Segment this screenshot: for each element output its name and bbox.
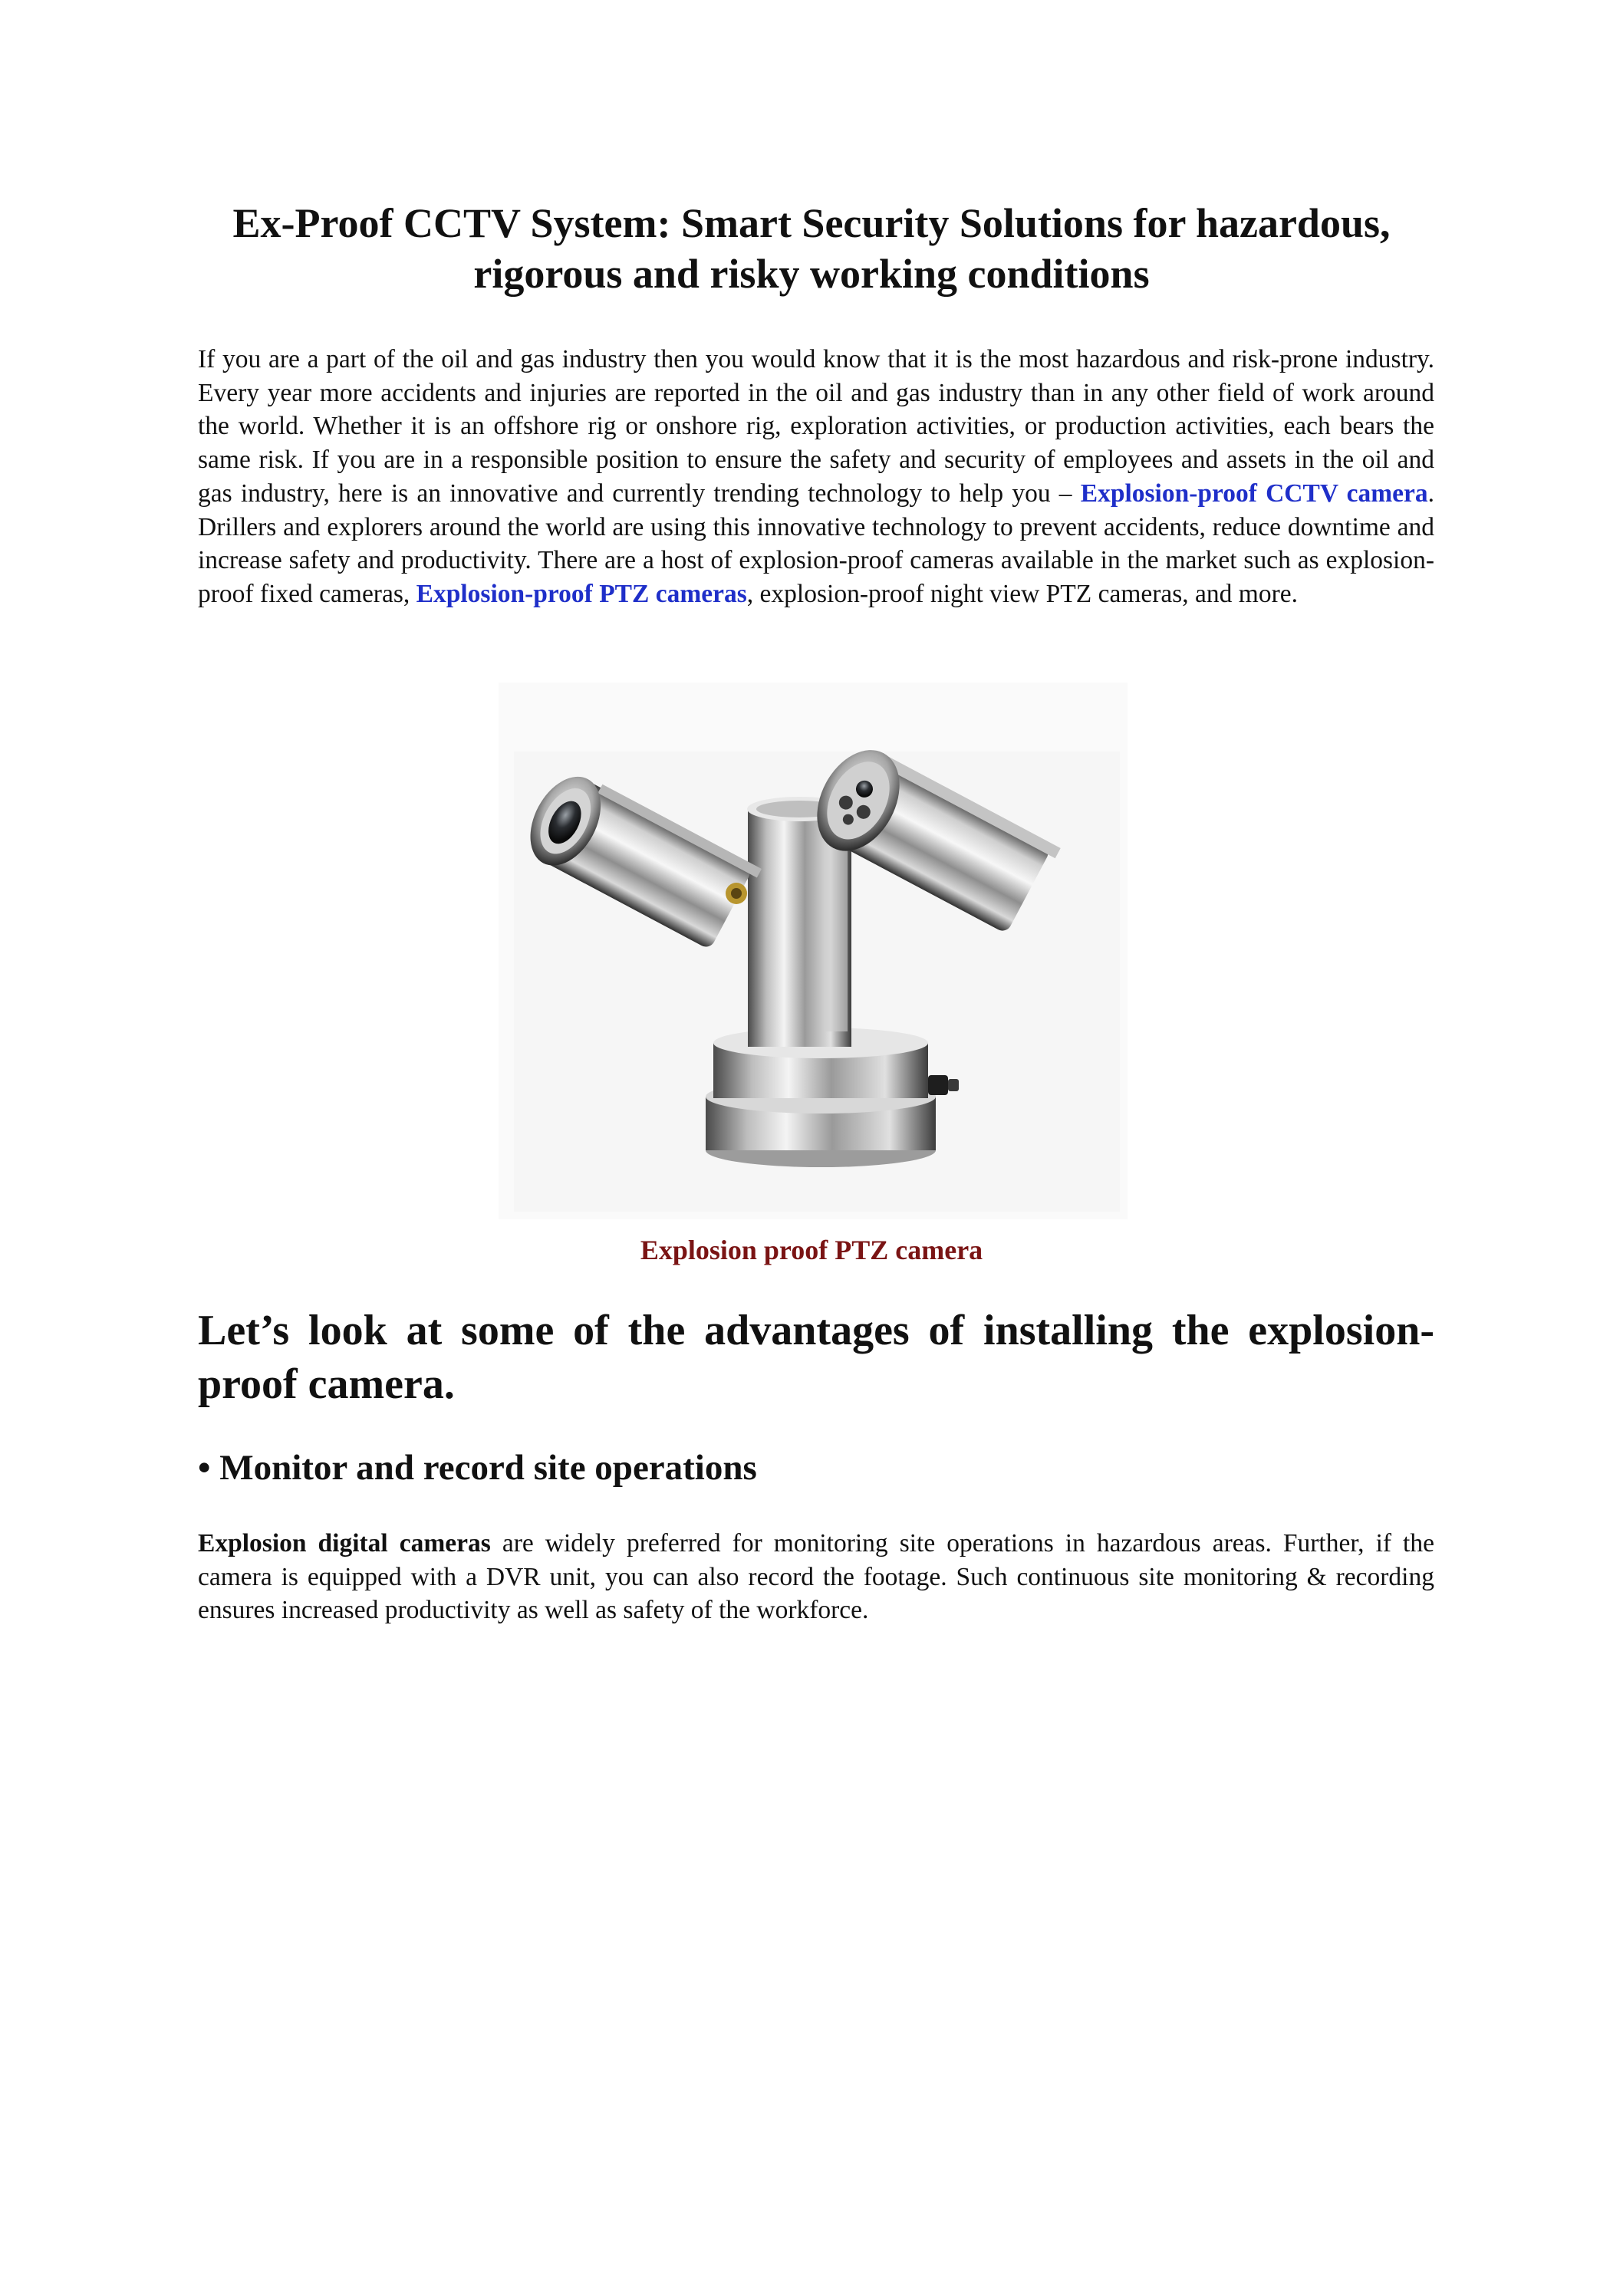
ptz-camera-figure	[499, 683, 1128, 1219]
intro-paragraph	[198, 343, 1434, 611]
page-title: Ex-Proof CCTV System: Smart Security Solutions for hazardous, rigorous and risky working conditions	[232, 200, 1391, 297]
intro-text-part-1: If you are a part of the oil and gas industry then you would know that it is the most hazardous and risk-prone industry. Every year more accidents and injuries are reported in the oil and gas industry than in any other field of work around the world. Whether it is an offshore rig or onshore rig, exploration activities, or production activities, each bears the same risk. If you are in a responsible position to ensure the safety and security of employees and assets in the oil and gas industry, here is an innovative and currently trending technology to help you –	[198, 345, 1434, 508]
intro-text-part-2: . Drillers and explorers around the world are using this innovative technology to prevent accidents, reduce downtime and increase safety and productivity. There are a host of explosion-proof cameras available in the market such as explosion-proof fixed cameras,	[198, 479, 1434, 608]
subsection-heading: • Monitor and record site operations	[198, 1448, 757, 1488]
explosion-proof-ptz-cameras-link[interactable]: Explosion-proof PTZ cameras	[416, 579, 747, 608]
body-paragraph-text: are widely preferred for monitoring site operations in hazardous areas. Further, if the camera is equipped with a DVR unit, you can also record the footage. Such continuous site monitoring & recording ensures increased productivity as well as safety of the workforce.	[198, 1529, 1434, 1625]
explosion-digital-cameras-term: Explosion digital cameras	[198, 1529, 491, 1558]
ptz-camera-image	[499, 683, 1128, 1219]
intro-text-part-3: , explosion-proof night view PTZ cameras, and more.	[746, 579, 1299, 608]
section-heading: Let’s look at some of the advantages of installing the explosion-proof camera.	[198, 1307, 1434, 1408]
body-paragraph	[198, 1527, 1434, 1627]
figure-caption: Explosion proof PTZ camera	[640, 1235, 983, 1265]
explosion-proof-cctv-camera-link[interactable]: Explosion-proof CCTV camera	[1080, 479, 1428, 508]
